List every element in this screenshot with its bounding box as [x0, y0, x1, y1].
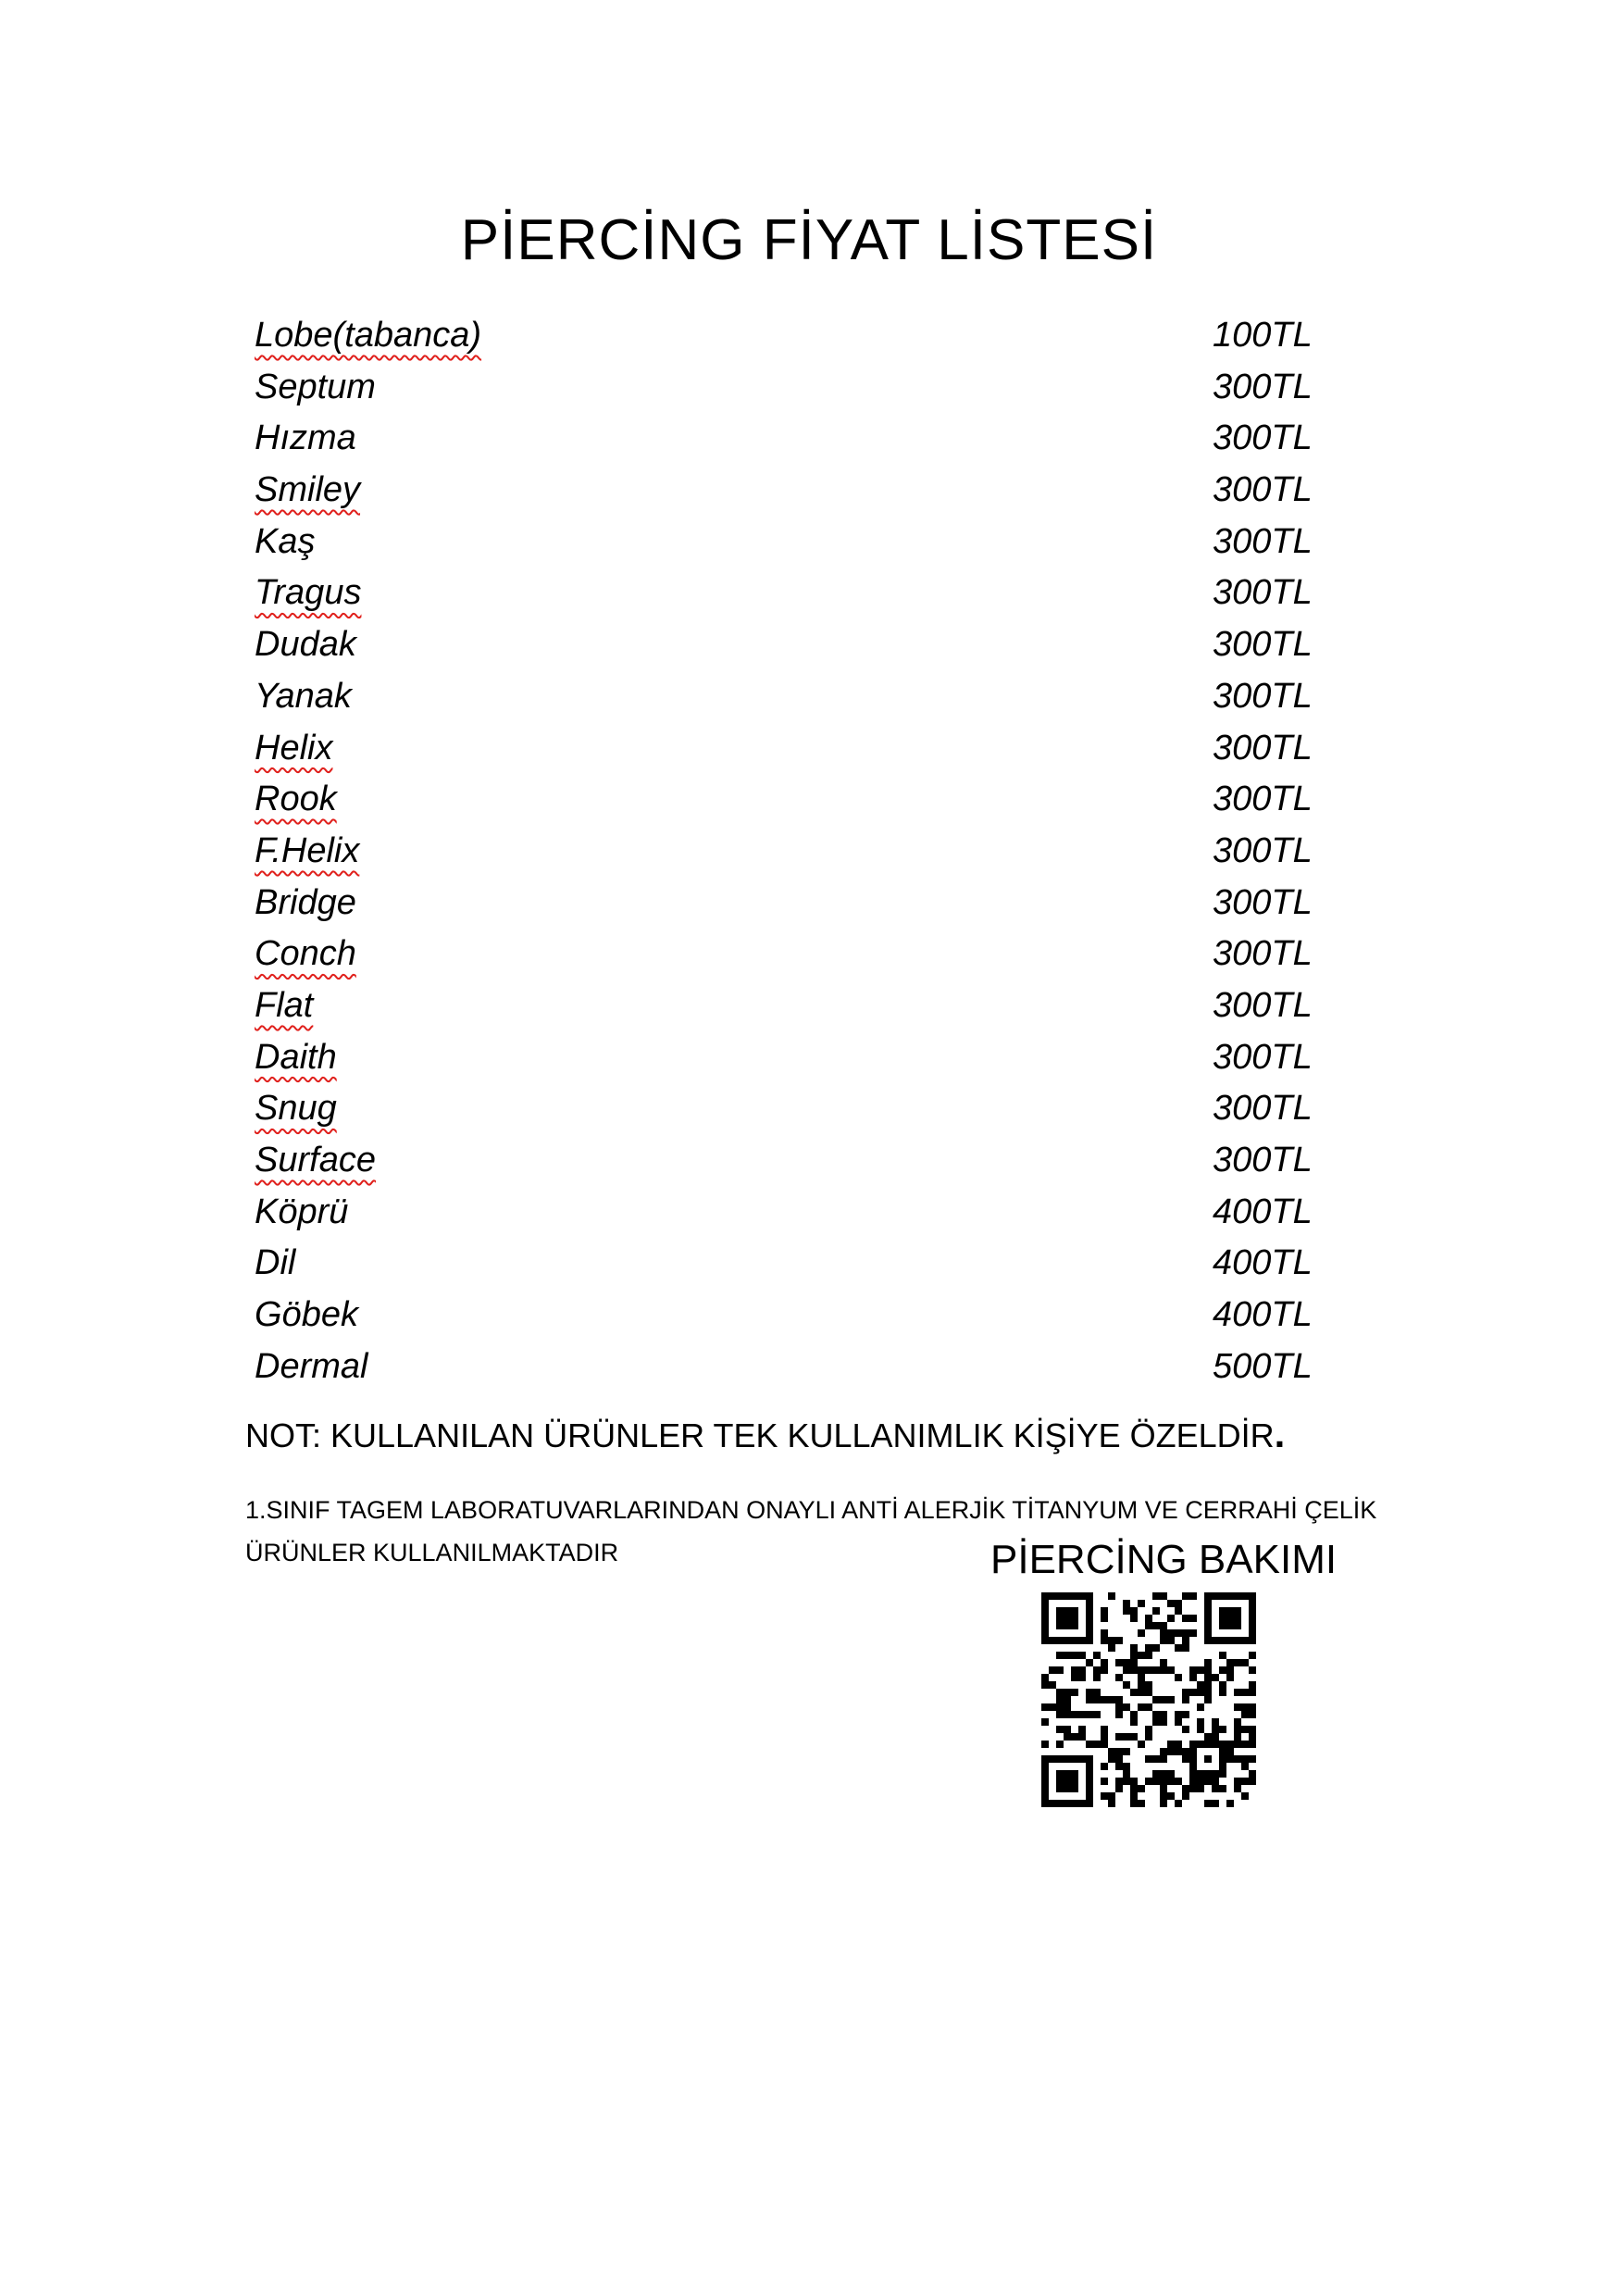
- item-price: 300TL: [1213, 367, 1313, 406]
- item-price: 400TL: [1213, 1295, 1313, 1335]
- price-row: [255, 619, 1361, 671]
- item-name: Dudak: [255, 625, 356, 665]
- item-name: Conch: [255, 934, 356, 974]
- price-row: [255, 826, 1361, 878]
- price-list: [255, 310, 1361, 1392]
- item-price: 300TL: [1213, 1089, 1313, 1129]
- item-price: 400TL: [1213, 1243, 1313, 1283]
- note-text: NOT: KULLANILAN ÜRÜNLER TEK KULLANIMLIK KİŞİYE ÖZELDİR: [245, 1416, 1275, 1454]
- item-price: 300TL: [1213, 780, 1313, 819]
- item-name: Surface: [255, 1141, 376, 1179]
- item-price: 300TL: [1213, 882, 1313, 922]
- item-name: Dil: [255, 1243, 296, 1283]
- item-name: Kaş: [255, 521, 316, 561]
- price-row: [255, 1083, 1361, 1135]
- single-use-note: [245, 1412, 1285, 1456]
- item-name: Rook: [255, 780, 337, 819]
- price-row: [255, 1341, 1361, 1393]
- item-price: 100TL: [1213, 316, 1313, 355]
- item-price: 300TL: [1213, 676, 1313, 716]
- page-title: PİERCİNG FİYAT LİSTESİ: [460, 208, 1158, 272]
- qr-code-icon[interactable]: [1041, 1592, 1256, 1807]
- item-name: Lobe(tabanca): [255, 316, 482, 355]
- price-row: [255, 568, 1361, 619]
- price-row: [255, 413, 1361, 465]
- item-name: Hızma: [255, 418, 356, 458]
- item-price: 300TL: [1213, 1141, 1313, 1179]
- price-row: [255, 362, 1361, 414]
- price-row: [255, 1032, 1361, 1084]
- price-row: [255, 1290, 1361, 1341]
- price-row: [255, 980, 1361, 1032]
- item-name: Daith: [255, 1037, 337, 1077]
- item-name: Smiley: [255, 470, 361, 510]
- item-name: Yanak: [255, 676, 352, 716]
- price-row: [255, 517, 1361, 568]
- item-name: Helix: [255, 728, 333, 767]
- item-price: 400TL: [1213, 1192, 1313, 1231]
- item-price: 300TL: [1213, 830, 1313, 870]
- note-period: .: [1274, 1412, 1286, 1455]
- price-row: [255, 774, 1361, 826]
- item-price: 300TL: [1213, 985, 1313, 1025]
- item-price: 300TL: [1213, 728, 1313, 767]
- price-row: [255, 723, 1361, 775]
- item-price: 300TL: [1213, 418, 1313, 458]
- item-name: Göbek: [255, 1295, 358, 1335]
- item-price: 300TL: [1213, 573, 1313, 613]
- item-price: 300TL: [1213, 1037, 1313, 1077]
- item-name: F.Helix: [255, 830, 360, 870]
- item-name: Snug: [255, 1089, 337, 1129]
- item-name: Septum: [255, 367, 376, 406]
- price-row: [255, 671, 1361, 723]
- price-row: [255, 1187, 1361, 1239]
- certification-line-1: 1.SINIF TAGEM LABORATUVARLARINDAN ONAYLI ANTİ ALERJİK TİTANYUM VE CERRAHİ ÇELİK: [245, 1496, 1377, 1524]
- item-price: 300TL: [1213, 625, 1313, 665]
- price-row: [255, 929, 1361, 980]
- item-price: 300TL: [1213, 521, 1313, 561]
- price-row: [255, 465, 1361, 517]
- price-row: [255, 1135, 1361, 1187]
- item-price: 300TL: [1213, 934, 1313, 974]
- item-name: Flat: [255, 985, 314, 1025]
- care-title: PİERCİNG BAKIMI: [990, 1537, 1338, 1582]
- price-row: [255, 1238, 1361, 1290]
- price-row: [255, 878, 1361, 930]
- item-price: 500TL: [1213, 1346, 1313, 1386]
- price-row: [255, 310, 1361, 362]
- item-name: Köprü: [255, 1192, 349, 1231]
- item-name: Dermal: [255, 1346, 368, 1386]
- item-price: 300TL: [1213, 470, 1313, 510]
- item-name: Tragus: [255, 573, 362, 613]
- item-name: Bridge: [255, 882, 356, 922]
- certification-line-2: ÜRÜNLER KULLANILMAKTADIR: [245, 1539, 619, 1566]
